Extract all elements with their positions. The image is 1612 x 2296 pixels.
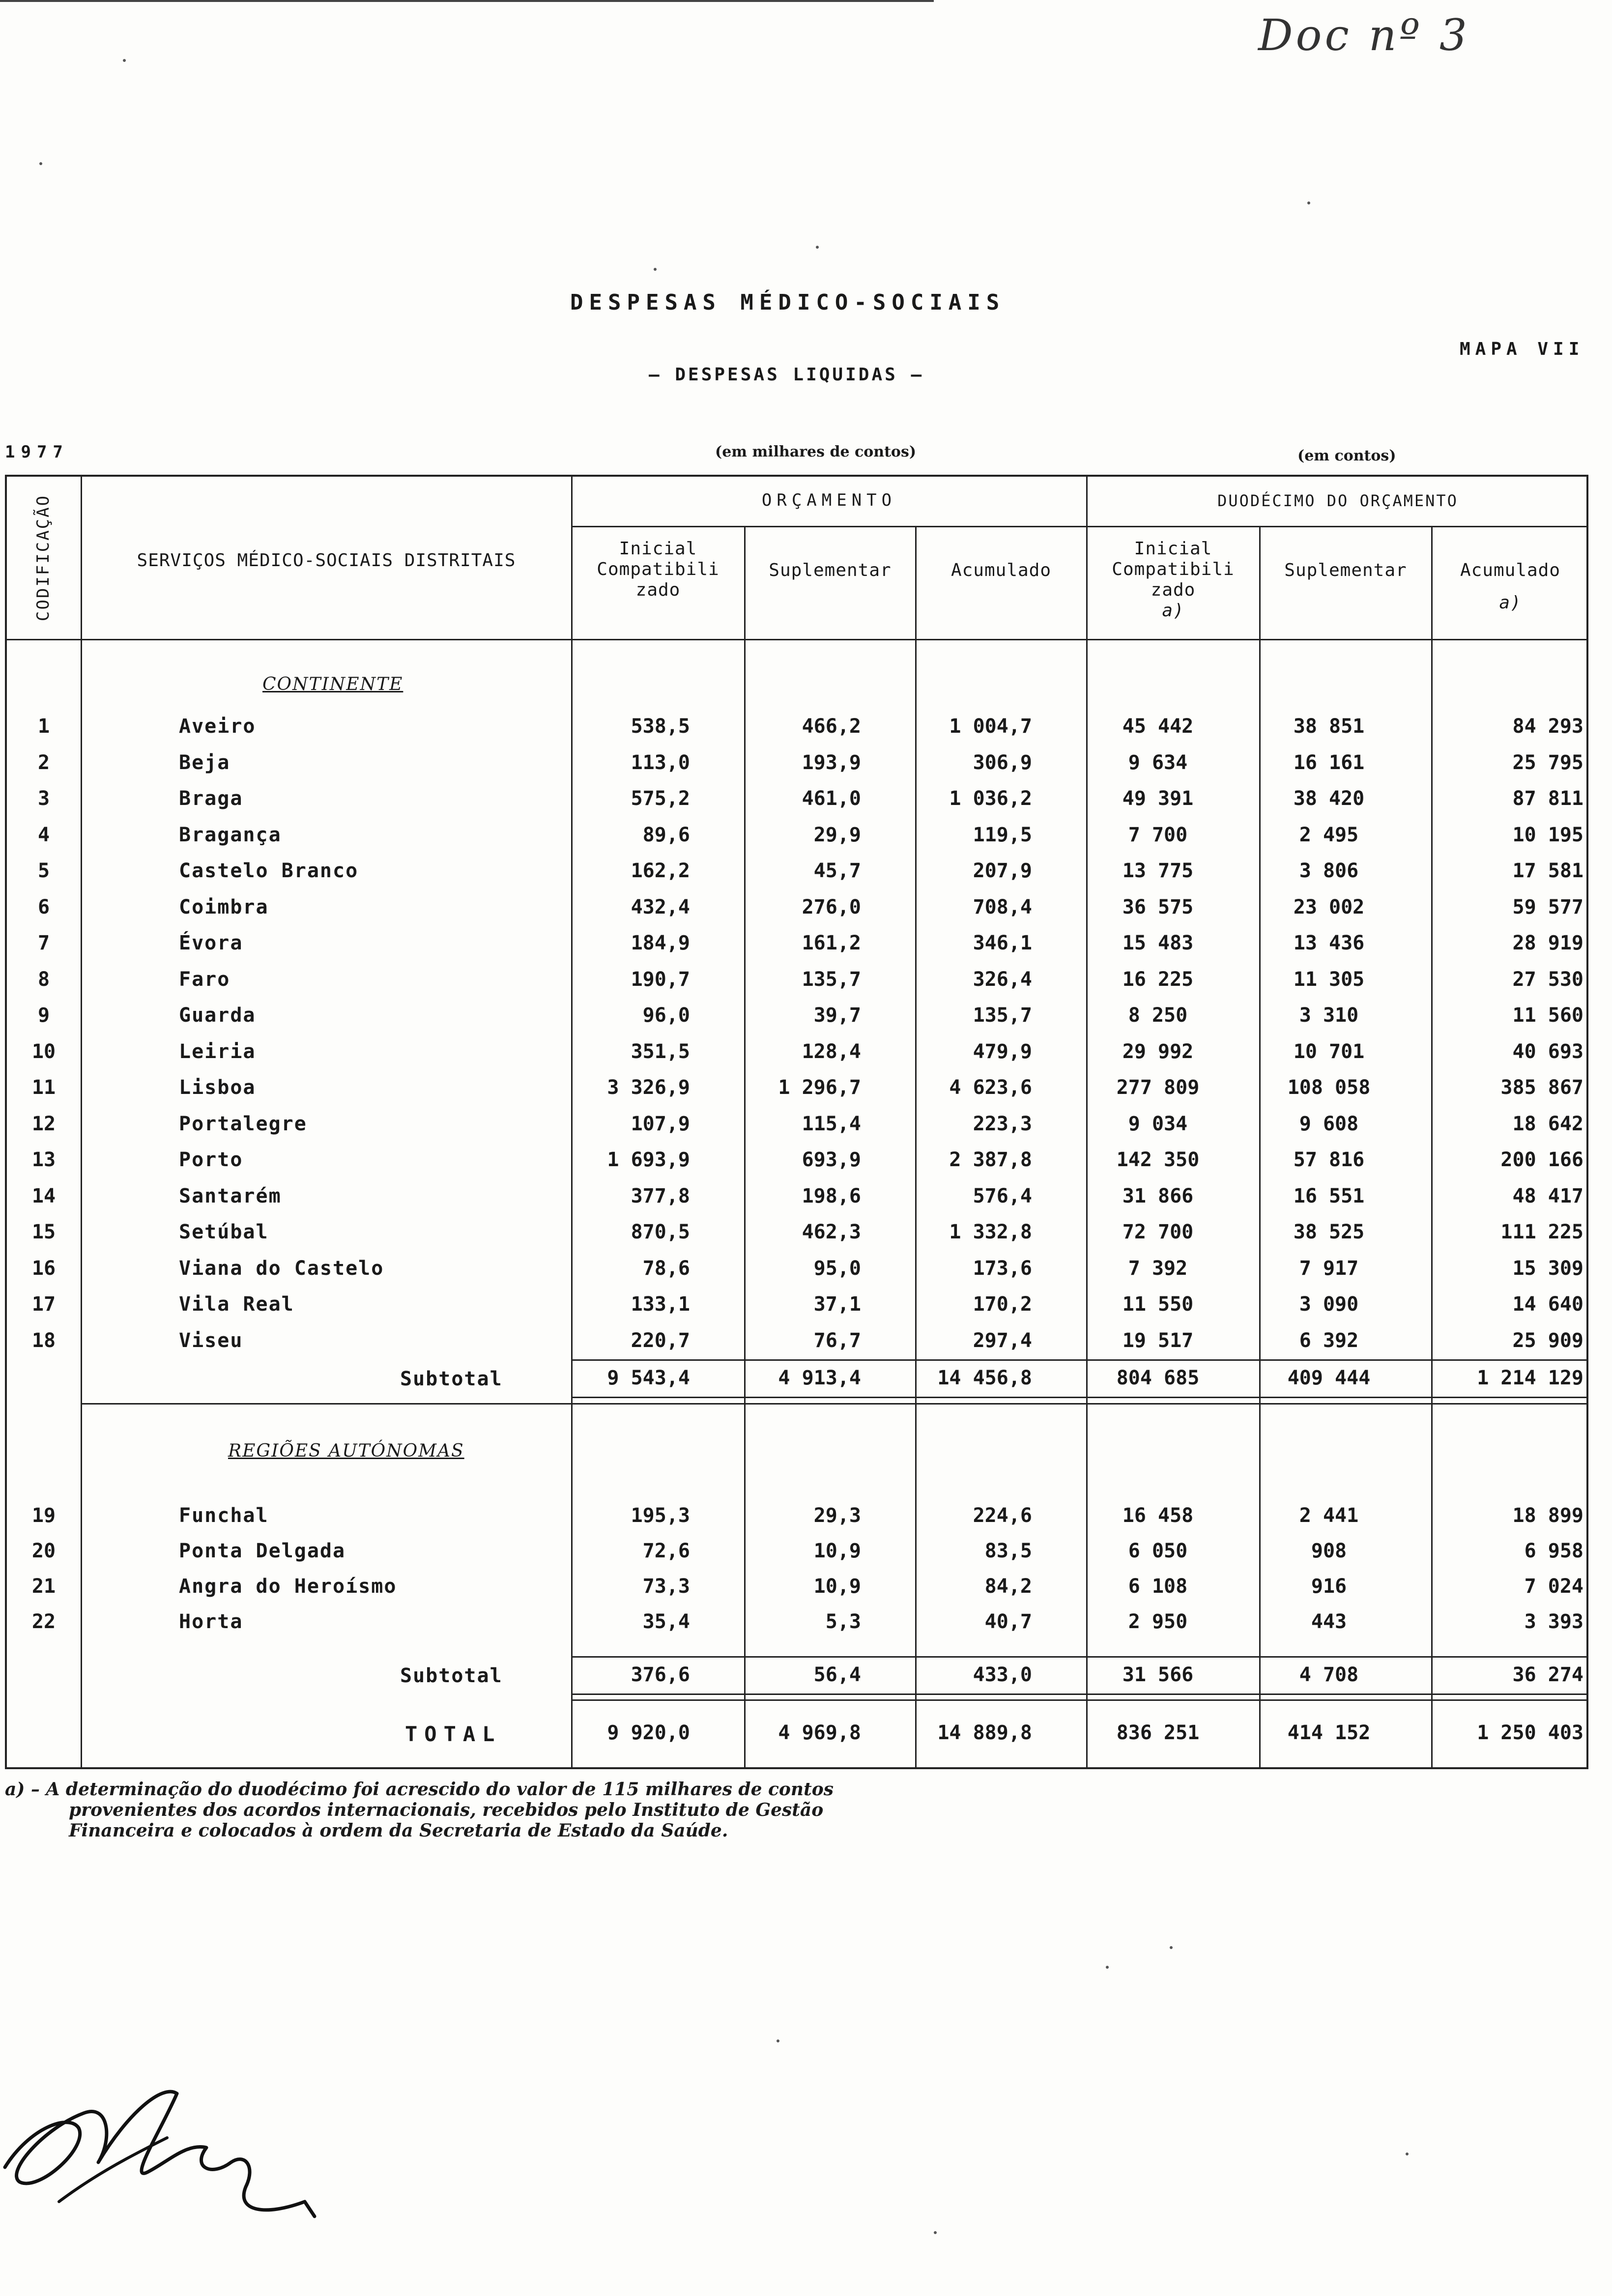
scan-speck [816,246,819,249]
row-code: 3 [37,787,50,810]
row-orc-suplementar: 29,3 [813,1504,861,1527]
row-duo-inicial: 7 700 [1128,823,1188,846]
row-orc-inicial: 89,6 [642,823,690,846]
total-orc-acumulado: 14 889,8 [937,1722,1032,1744]
table-row [7,781,1590,816]
subtotal-duo-acumulado: 36 274 [1512,1664,1583,1686]
orc-suplementar-header: Suplementar [769,560,892,580]
row-duo-suplementar: 2 495 [1299,823,1359,846]
row-duo-inicial: 8 250 [1128,1004,1188,1027]
total-duo-acumulado: 1 250 403 [1477,1722,1583,1744]
row-code: 19 [31,1504,56,1527]
row-duo-acumulado: 17 581 [1512,860,1583,882]
table-row [7,1214,1590,1250]
row-orc-suplementar: 462,3 [802,1221,861,1243]
table-row [7,962,1590,997]
map-label: MAPA VII [1460,339,1584,359]
row-orc-inicial: 162,2 [631,860,690,882]
row-service-name: Bragança [179,823,282,846]
top-rule [0,0,934,2]
row-duo-suplementar: 11 305 [1293,968,1365,991]
row-duo-acumulado: 25 795 [1512,751,1583,774]
row-code: 4 [37,823,50,846]
row-duo-inicial: 11 550 [1122,1293,1194,1316]
row-code: 13 [31,1148,56,1171]
handwritten-reference: Doc nº 3 [1258,10,1470,60]
row-orc-acumulado: 4 623,6 [949,1076,1032,1099]
row-service-name: Leiria [179,1040,256,1063]
section-divider [81,1403,1586,1405]
row-orc-inicial: 78,6 [642,1257,690,1280]
row-duo-acumulado: 385 867 [1500,1076,1583,1099]
scan-speck [39,162,42,165]
row-orc-acumulado: 1 332,8 [949,1221,1032,1243]
total-orc-inicial: 9 920,0 [607,1722,690,1744]
row-orc-inicial: 432,4 [631,895,690,918]
row-duo-suplementar: 38 420 [1293,787,1365,810]
row-duo-inicial: 9 634 [1128,751,1188,774]
row-code: 21 [31,1575,56,1598]
row-orc-inicial: 73,3 [642,1575,690,1598]
row-duo-acumulado: 18 642 [1512,1112,1583,1135]
row-orc-acumulado: 84,2 [984,1575,1032,1598]
row-orc-suplementar: 135,7 [802,968,861,991]
row-code: 10 [31,1040,56,1063]
row-orc-inicial: 107,9 [631,1112,690,1135]
row-duo-suplementar: 16 551 [1293,1184,1365,1207]
row-duo-acumulado: 18 899 [1512,1504,1583,1527]
row-duo-suplementar: 38 525 [1293,1221,1365,1243]
row-duo-suplementar: 443 [1311,1610,1347,1633]
duo-acumulado-header: Acumulado a) [1460,560,1561,613]
row-duo-acumulado: 14 640 [1512,1293,1583,1316]
row-duo-inicial: 13 775 [1122,860,1194,882]
row-orc-acumulado: 224,6 [973,1504,1032,1527]
row-duo-acumulado: 15 309 [1512,1257,1583,1280]
row-orc-suplementar: 693,9 [802,1148,861,1171]
row-orc-suplementar: 461,0 [802,787,861,810]
row-orc-suplementar: 10,9 [813,1540,861,1562]
page-title: DESPESAS MÉDICO-SOCIAIS [570,290,1006,315]
row-duo-suplementar: 3 310 [1299,1004,1359,1027]
orc-acumulado-header: Acumulado [950,560,1052,580]
row-service-name: Guarda [179,1004,256,1027]
subtotal-orc-inicial: 376,6 [631,1664,690,1686]
subtotal-duo-inicial: 804 685 [1116,1367,1200,1389]
row-orc-inicial: 190,7 [631,968,690,991]
service-header: SERVIÇOS MÉDICO-SOCIAIS DISTRITAIS [137,550,516,571]
total-duo-suplementar: 414 152 [1287,1722,1371,1744]
row-service-name: Lisboa [179,1076,256,1099]
total-top-rule [571,1699,1586,1701]
table-row [7,890,1590,925]
row-duo-acumulado: 10 195 [1512,823,1583,846]
row-code: 9 [37,1004,50,1027]
total-row [7,1715,1590,1751]
scan-speck [654,268,657,271]
table-row [7,1323,1590,1358]
footnote [5,1779,834,1841]
row-orc-inicial: 72,6 [642,1540,690,1562]
row-duo-suplementar: 57 816 [1293,1148,1365,1171]
subtotal-duo-inicial: 31 566 [1122,1664,1194,1686]
footnote-line-1: A determinação do duodécimo foi acrescido do valor de 115 milhares de contos [46,1779,834,1800]
subtotal-bottom-rule [571,1693,1586,1695]
row-orc-inicial: 351,5 [631,1040,690,1063]
row-duo-acumulado: 6 958 [1524,1540,1583,1562]
row-duo-suplementar: 10 701 [1293,1040,1365,1063]
row-orc-acumulado: 170,2 [973,1293,1032,1316]
row-orc-suplementar: 29,9 [813,823,861,846]
row-orc-acumulado: 223,3 [973,1112,1032,1135]
row-duo-inicial: 31 866 [1122,1184,1194,1207]
budget-unit-note: (em milhares de contos) [715,443,917,460]
scan-speck [123,59,126,62]
row-duo-suplementar: 13 436 [1293,932,1365,954]
row-duo-suplementar: 9 608 [1299,1112,1359,1135]
row-duo-acumulado: 200 166 [1500,1148,1583,1171]
table-row [7,998,1590,1033]
row-code: 22 [31,1610,56,1633]
row-code: 11 [31,1076,56,1099]
row-code: 8 [37,968,50,991]
row-service-name: Viseu [179,1329,243,1352]
row-orc-acumulado: 297,4 [973,1329,1032,1352]
scan-speck [1170,1946,1173,1949]
table-row [7,1569,1590,1604]
row-code: 5 [37,860,50,882]
duodecimo-unit-note: (em contos) [1297,447,1396,464]
row-duo-acumulado: 48 417 [1512,1184,1583,1207]
row-orc-acumulado: 326,4 [973,968,1032,991]
row-duo-suplementar: 7 917 [1299,1257,1359,1280]
scan-speck [1106,1966,1109,1969]
row-orc-suplementar: 5,3 [825,1610,861,1633]
header-bottom-rule [7,639,1586,640]
row-duo-inicial: 277 809 [1116,1076,1200,1099]
row-orc-suplementar: 95,0 [813,1257,861,1280]
signature [0,2054,344,2241]
row-orc-acumulado: 83,5 [984,1540,1032,1562]
row-orc-suplementar: 115,4 [802,1112,861,1135]
row-code: 6 [37,895,50,918]
row-orc-suplementar: 161,2 [802,932,861,954]
footnote-line-3: Financeira e colocados à ordem da Secretaria de Estado da Saúde. [69,1820,728,1841]
row-service-name: Angra do Heroísmo [179,1575,397,1598]
row-orc-acumulado: 479,9 [973,1040,1032,1063]
row-orc-suplementar: 76,7 [813,1329,861,1352]
row-orc-inicial: 377,8 [631,1184,690,1207]
table-row [7,1106,1590,1142]
subtotal-label: Subtotal [400,1368,503,1390]
row-service-name: Setúbal [179,1221,269,1243]
row-duo-acumulado: 27 530 [1512,968,1583,991]
row-duo-suplementar: 908 [1311,1540,1347,1562]
subtotal-orc-suplementar: 4 913,4 [778,1367,861,1389]
orcamento-header: ORÇAMENTO [761,490,897,510]
table-row [7,1287,1590,1322]
expenses-table [5,475,1588,1769]
subtotal-orc-suplementar: 56,4 [813,1664,861,1686]
table-row [7,1498,1590,1533]
duo-suplementar-header: Suplementar [1284,560,1407,580]
subtotal-duo-suplementar: 4 708 [1299,1664,1359,1686]
row-service-name: Braga [179,787,243,810]
row-code: 20 [31,1540,56,1562]
table-row [7,1604,1590,1639]
row-code: 15 [31,1221,56,1243]
table-row [7,1178,1590,1214]
row-code: 12 [31,1112,56,1135]
row-service-name: Funchal [179,1504,269,1527]
row-duo-acumulado: 28 919 [1512,932,1583,954]
row-duo-acumulado: 11 560 [1512,1004,1583,1027]
code-header: CODIFICAÇÃO [33,494,53,622]
continente-label: CONTINENTE [262,674,403,694]
row-service-name: Portalegre [179,1112,307,1135]
row-orc-acumulado: 1 036,2 [949,787,1032,810]
scan-speck [1307,201,1310,204]
row-service-name: Horta [179,1610,243,1633]
table-row [7,925,1590,961]
table-row [7,853,1590,889]
row-duo-acumulado: 84 293 [1512,715,1583,738]
row-orc-inicial: 96,0 [642,1004,690,1027]
row-service-name: Porto [179,1148,243,1171]
row-orc-inicial: 870,5 [631,1221,690,1243]
row-orc-inicial: 220,7 [631,1329,690,1352]
continente-subtotal-row [7,1360,1590,1396]
row-code: 17 [31,1293,56,1316]
row-orc-suplementar: 45,7 [813,860,861,882]
row-orc-inicial: 538,5 [631,715,690,738]
subtotal-duo-acumulado: 1 214 129 [1477,1367,1583,1389]
row-duo-inicial: 29 992 [1122,1040,1194,1063]
table-row [7,709,1590,744]
row-duo-inicial: 7 392 [1128,1257,1188,1280]
row-orc-acumulado: 40,7 [984,1610,1032,1633]
row-orc-acumulado: 135,7 [973,1004,1032,1027]
table-row [7,1533,1590,1569]
row-service-name: Castelo Branco [179,860,359,882]
row-duo-inicial: 49 391 [1122,787,1194,810]
row-code: 7 [37,932,50,954]
row-duo-acumulado: 59 577 [1512,895,1583,918]
subtotal-bottom-rule [571,1397,1586,1398]
row-duo-suplementar: 108 058 [1287,1076,1371,1099]
subtotal-orc-acumulado: 433,0 [973,1664,1032,1686]
row-code: 16 [31,1257,56,1280]
row-orc-suplementar: 37,1 [813,1293,861,1316]
row-orc-suplementar: 466,2 [802,715,861,738]
total-duo-inicial: 836 251 [1116,1722,1200,1744]
row-duo-acumulado: 7 024 [1524,1575,1583,1598]
row-code: 2 [37,751,50,774]
row-orc-inicial: 1 693,9 [607,1148,690,1171]
row-orc-acumulado: 708,4 [973,895,1032,918]
row-orc-acumulado: 576,4 [973,1184,1032,1207]
row-code: 18 [31,1329,56,1352]
row-orc-inicial: 133,1 [631,1293,690,1316]
row-duo-inicial: 16 225 [1122,968,1194,991]
row-orc-suplementar: 128,4 [802,1040,861,1063]
row-orc-acumulado: 207,9 [973,860,1032,882]
row-duo-suplementar: 23 002 [1293,895,1365,918]
regioes-label: REGIÕES AUTÓNOMAS [228,1441,464,1461]
row-orc-suplementar: 198,6 [802,1184,861,1207]
row-orc-inicial: 113,0 [631,751,690,774]
row-orc-inicial: 3 326,9 [607,1076,690,1099]
table-row [7,1070,1590,1105]
row-duo-suplementar: 38 851 [1293,715,1365,738]
row-orc-suplementar: 276,0 [802,895,861,918]
scan-speck [1406,2152,1409,2155]
row-orc-inicial: 184,9 [631,932,690,954]
row-duo-inicial: 6 050 [1128,1540,1188,1562]
subtotal-label: Subtotal [400,1665,503,1687]
regioes-subtotal-row [7,1657,1590,1693]
table-row [7,745,1590,780]
row-duo-inicial: 15 483 [1122,932,1194,954]
scan-speck [934,2231,937,2234]
year-label: 1977 [5,442,69,462]
row-orc-inicial: 575,2 [631,787,690,810]
row-duo-inicial: 142 350 [1116,1148,1200,1171]
row-duo-inicial: 16 458 [1122,1504,1194,1527]
row-orc-suplementar: 193,9 [802,751,861,774]
row-duo-acumulado: 111 225 [1500,1221,1583,1243]
subtotal-orc-acumulado: 14 456,8 [937,1367,1032,1389]
subtotal-duo-suplementar: 409 444 [1287,1367,1371,1389]
row-code: 14 [31,1184,56,1207]
header-divider [571,526,1586,527]
total-orc-suplementar: 4 969,8 [778,1722,861,1744]
duodecimo-header: DUODÉCIMO DO ORÇAMENTO [1217,491,1458,510]
row-orc-acumulado: 119,5 [973,823,1032,846]
table-row [7,817,1590,853]
row-duo-suplementar: 2 441 [1299,1504,1359,1527]
row-duo-inicial: 19 517 [1122,1329,1194,1352]
row-duo-inicial: 6 108 [1128,1575,1188,1598]
row-orc-acumulado: 306,9 [973,751,1032,774]
row-service-name: Vila Real [179,1293,294,1316]
row-duo-suplementar: 3 090 [1299,1293,1359,1316]
row-service-name: Faro [179,968,230,991]
orc-inicial-header: Inicial Compatibili zado [597,539,720,600]
table-row [7,1034,1590,1069]
row-duo-suplementar: 916 [1311,1575,1347,1598]
footnote-line-2: provenientes dos acordos internacionais, recebidos pelo Instituto de Gestão [69,1800,824,1820]
row-duo-acumulado: 40 693 [1512,1040,1583,1063]
row-duo-acumulado: 87 811 [1512,787,1583,810]
row-duo-suplementar: 16 161 [1293,751,1365,774]
row-duo-inicial: 9 034 [1128,1112,1188,1135]
row-orc-acumulado: 173,6 [973,1257,1032,1280]
row-service-name: Beja [179,751,230,774]
row-duo-inicial: 45 442 [1122,715,1194,738]
row-orc-inicial: 195,3 [631,1504,690,1527]
row-orc-inicial: 35,4 [642,1610,690,1633]
row-service-name: Coimbra [179,895,269,918]
row-duo-inicial: 72 700 [1122,1221,1194,1243]
scan-speck [777,2039,779,2042]
row-orc-acumulado: 2 387,8 [949,1148,1032,1171]
row-duo-suplementar: 6 392 [1299,1329,1359,1352]
row-service-name: Ponta Delgada [179,1540,346,1562]
row-orc-suplementar: 39,7 [813,1004,861,1027]
table-row [7,1142,1590,1177]
total-label: TOTAL [405,1722,502,1746]
duo-inicial-header: Inicial Compatibili zado a) [1112,539,1235,621]
row-orc-acumulado: 1 004,7 [949,715,1032,738]
row-service-name: Aveiro [179,715,256,738]
row-duo-acumulado: 3 393 [1524,1610,1583,1633]
row-duo-suplementar: 3 806 [1299,860,1359,882]
subtotal-orc-inicial: 9 543,4 [607,1367,690,1389]
row-code: 1 [37,715,50,738]
row-service-name: Viana do Castelo [179,1257,384,1280]
row-orc-suplementar: 1 296,7 [778,1076,861,1099]
row-service-name: Évora [179,932,243,954]
row-service-name: Santarém [179,1184,282,1207]
footnote-marker: a) – [5,1779,40,1800]
row-orc-suplementar: 10,9 [813,1575,861,1598]
row-duo-inicial: 36 575 [1122,895,1194,918]
row-duo-acumulado: 25 909 [1512,1329,1583,1352]
row-orc-acumulado: 346,1 [973,932,1032,954]
page-subtitle: – DESPESAS LIQUIDAS – [649,365,924,385]
row-duo-inicial: 2 950 [1128,1610,1188,1633]
table-row [7,1251,1590,1286]
